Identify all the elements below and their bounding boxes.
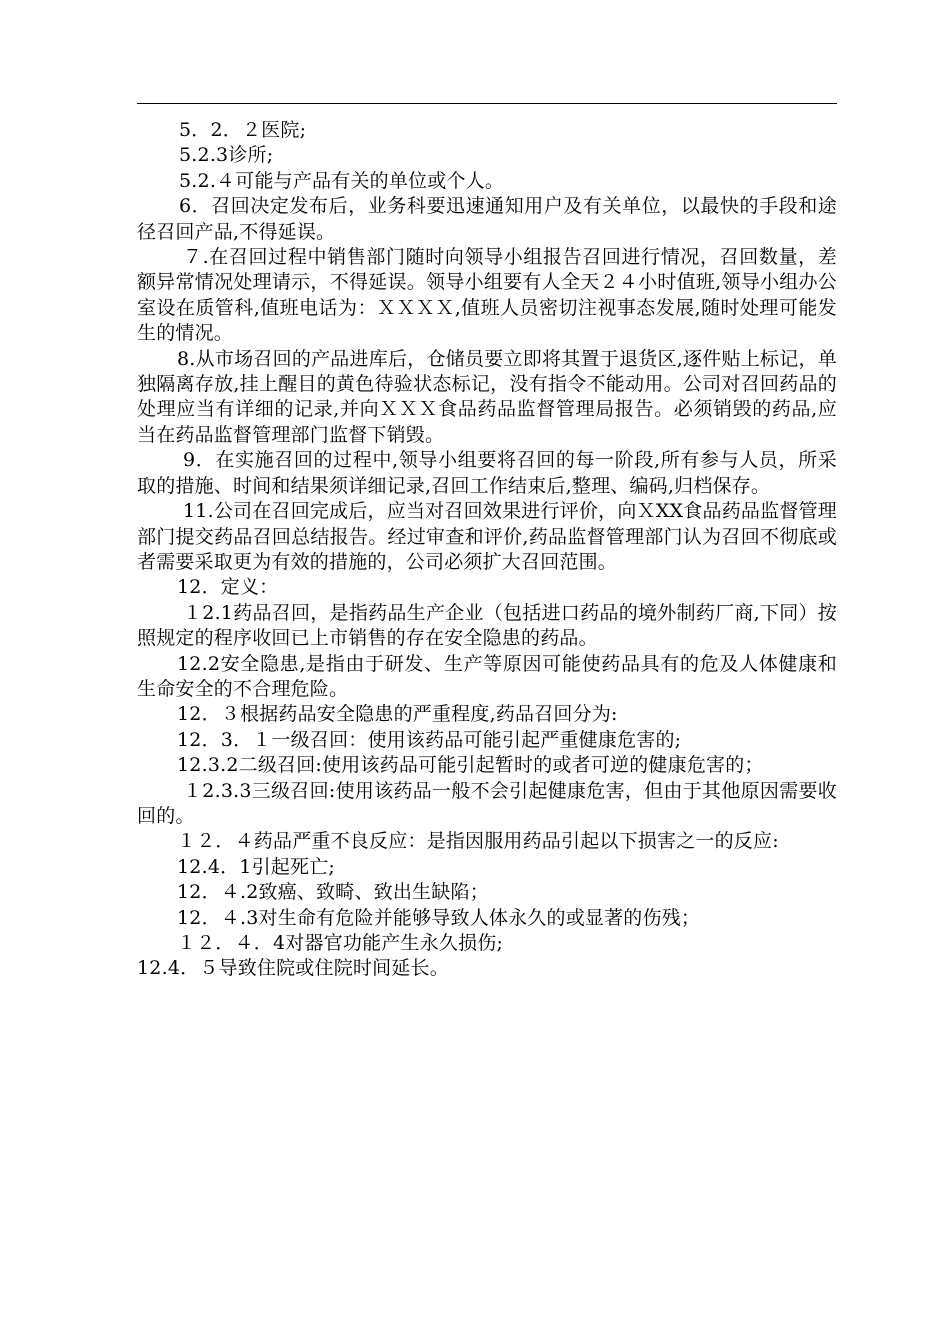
paragraph: １2.3.3三级召回:使用该药品一般不会引起健康危害，但由于其他原因需要收回的。	[137, 779, 837, 827]
document-body	[137, 118, 837, 982]
paragraph: １2.1药品召回，是指药品生产企业（包括进口药品的境外制药厂商,下同）按照规定的程序收回已上市销售的存在安全隐患的药品。	[137, 601, 837, 650]
paragraph: 12．3．１一级召回：使用该药品可能引起严重健康危害的;	[177, 728, 682, 751]
paragraph: 12.4．５导致住院或住院时间延长。	[137, 957, 449, 980]
paragraph: 5.2.3诊所;	[179, 144, 274, 167]
paragraph: 6．召回决定发布后，业务科要迅速通知用户及有关单位，以最快的手段和途径召回产品,不得延误。	[137, 195, 837, 243]
paragraph: 12．３根据药品安全隐患的严重程度,药品召回分为:	[177, 703, 618, 726]
paragraph: 12．４.2致癌、致畸、致出生缺陷；	[177, 881, 489, 904]
paragraph: 9．在实施召回的过程中,领导小组要将召回的每一阶段,所有参与人员，所采取的措施、时间和结果须详细记录,召回工作结束后,整理、编码,归档保存。	[137, 449, 837, 497]
paragraph: 8.从市场召回的产品进库后，仓储员要立即将其置于退货区,逐件贴上标记，单独隔离存放,挂上醒目的黄色待验状态标记，没有指令不能动用。公司对召回药品的处理应当有详细的记录,并向ＸＸＸ食品药品监督管理局报告。必须销毁的药品,应当在药品监督管理部门监督下销毁。	[137, 347, 837, 446]
paragraph: 12．定义：	[177, 576, 279, 599]
paragraph: １２．４药品严重不良反应：是指因服用药品引起以下损害之一的反应:	[177, 830, 779, 853]
paragraph: ７.在召回过程中销售部门随时向领导小组报告召回进行情况，召回数量，差额异常情况处理请示，不得延误。领导小组要有人全天２４小时值班,领导小组办公室设在质管科,值班电话为：ＸＸＸＸ,值班人员密切注视事态发展,随时处理可能发生的情况。	[137, 246, 837, 345]
paragraph: 12.3.2二级召回:使用该药品可能引起暂时的或者可逆的健康危害的；	[177, 754, 764, 777]
header-rule	[137, 103, 837, 104]
paragraph: 12．４.3对生命有危险并能够导致人体永久的或显著的伤残；	[177, 906, 701, 929]
paragraph: 12.4．1引起死亡;	[177, 855, 335, 878]
paragraph: 5.2.４可能与产品有关的单位或个人。	[179, 169, 505, 192]
paragraph: １２．４．4对器官功能产生永久损伤;	[177, 932, 504, 954]
paragraph: 11.公司在召回完成后，应当对召回效果进行评价，向ＸXX食品药品监督管理部门提交药品召回总结报告。经过审查和评价,药品监督管理部门认为召回不彻底或者需要采取更为有效的措施的，公司必须扩大召回范围。	[137, 500, 837, 573]
paragraph: 12.2安全隐患,是指由于研发、生产等原因可能使药品具有的危及人体健康和生命安全的不合理危险。	[137, 652, 837, 700]
paragraph: 5．2．２医院;	[179, 119, 307, 141]
